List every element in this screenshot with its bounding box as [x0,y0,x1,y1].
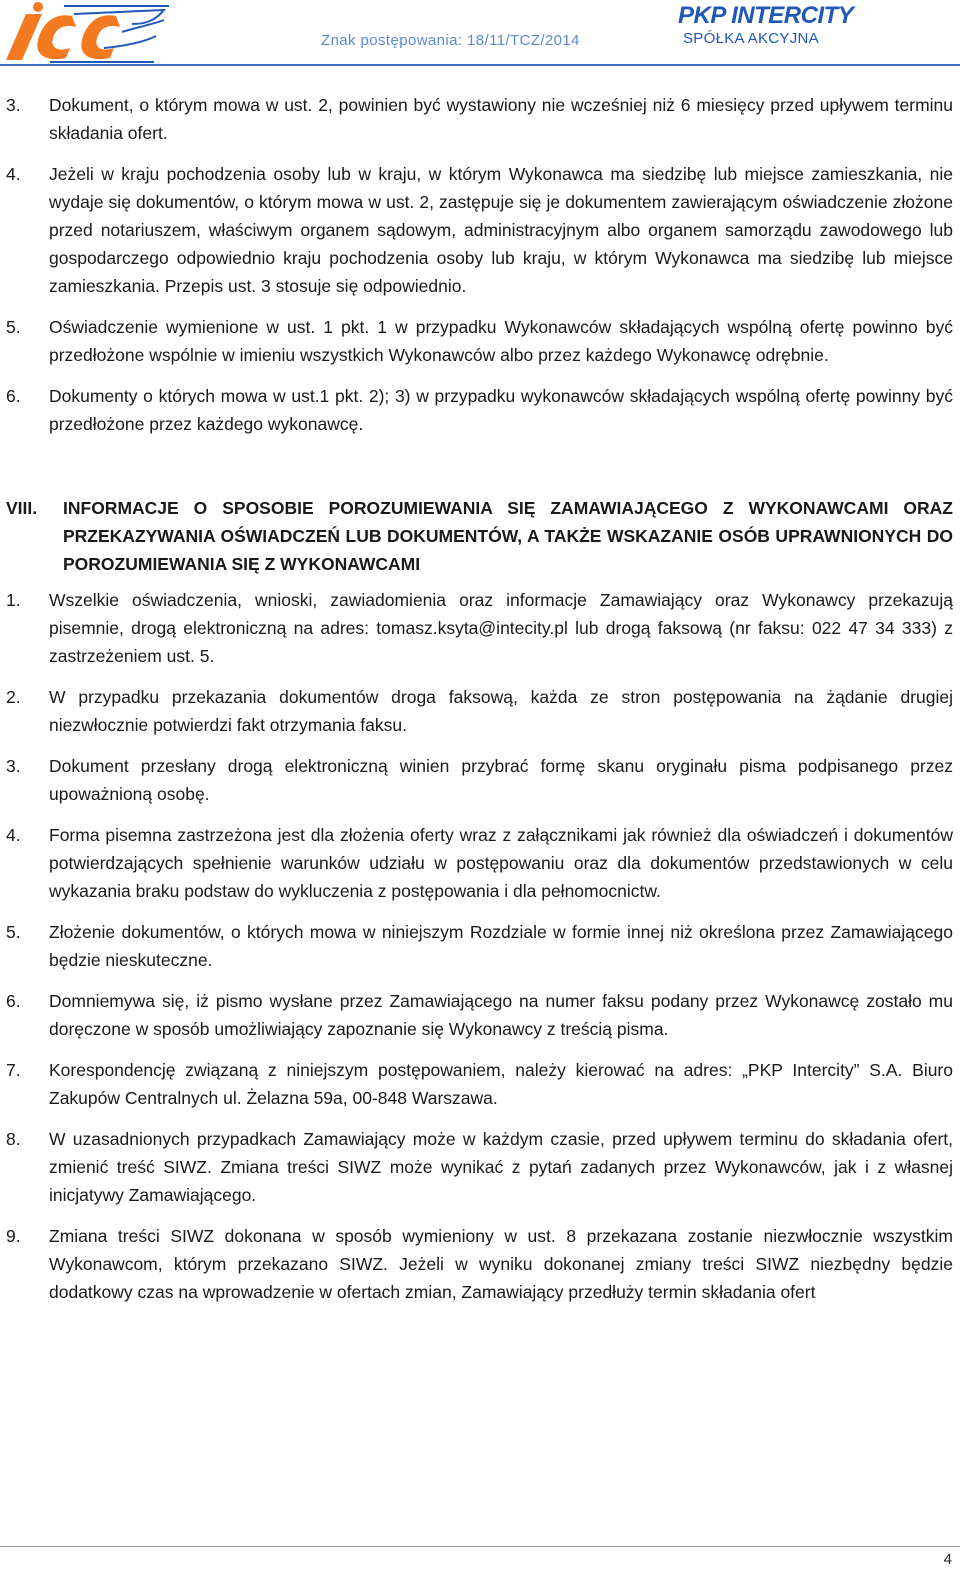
item-text: W przypadku przekazania dokumentów droga faksową, każda ze stron postępowania na żądanie drugiej niezwłocznie potwierdzi fakt otrzymania faksu. [49,687,953,735]
footer-divider [0,1546,960,1547]
list-item [6,918,953,974]
item-text: Dokumenty o których mowa w ust.1 pkt. 2); 3) w przypadku wykonawców składających wspólną ofertę powinny być przedłożone przez każdego wykonawcę. [49,386,953,434]
item-text: Forma pisemna zastrzeżona jest dla złożenia oferty wraz z załącznikami jak również dla oświadczeń i dokumentów potwierdzających spełnienie warunków udziału w postępowaniu oraz dla dokumentów przedstawionych w celu wykazania braku podstaw do wykluczenia z postępowania i dla pełnomocnictw. [49,825,953,901]
list-item [6,821,953,905]
page-number: 4 [943,1551,952,1568]
list-item [6,382,953,438]
brand-name: PKP INTERCITY [678,2,854,29]
list-item [6,987,953,1043]
list-item [6,1222,953,1306]
header-divider [0,64,960,66]
section-title: INFORMACJE O SPOSOBIE POROZUMIEWANIA SIĘ ZAMAWIAJĄCEGO Z WYKONAWCAMI ORAZ PRZEKAZYWANIA OŚWIADCZEŃ LUB DOKUMENTÓW, A TAKŻE WSKAZANIE OSÓB UPRAWNIONYCH DO POROZUMIEWANIA SIĘ Z WYKONAWCAMI [63,498,953,574]
item-text: Jeżeli w kraju pochodzenia osoby lub w kraju, w którym Wykonawca ma siedzibę lub miejsce zamieszkania, nie wydaje się dokumentów, o którym mowa w ust. 2, zastępuje się je dokumentem zawierającym oświadczenie złożone przed notariuszem, właściwym organem sądowym, administracyjnym albo organem samorządu zawodowego lub gospodarczego odpowiednio kraju pochodzenia osoby lub kraju, w którym Wykonawca ma siedzibę lub miejsce zamieszkania. Przepis ust. 3 stosuje się odpowiednio. [49,164,953,296]
document-body [6,91,953,1306]
procedure-reference: Znak postępowania: 18/11/TCZ/2014 [321,32,580,49]
item-text: Korespondencję związaną z niniejszym postępowaniem, należy kierować na adres: „PKP Intercity” S.A. Biuro Zakupów Centralnych ul. Żelazna 59a, 00-848 Warszawa. [49,1060,953,1108]
item-text: Zmiana treści SIWZ dokonana w sposób wymieniony w ust. 8 przekazana zostanie niezwłocznie wszystkim Wykonawcom, którym przekazano SIWZ. Jeżeli w wyniku dokonanej zmiany treści SIWZ niezbędny będzie dodatkowy czas na wprowadzenie w ofertach zmian, Zamawiający przedłuży termin składania ofert [49,1226,953,1302]
item-text: Oświadczenie wymienione w ust. 1 pkt. 1 w przypadku Wykonawców składających wspólną ofertę powinno być przedłożone wspólnie w imieniu wszystkich Wykonawców albo przez każdego Wykonawcę odrębnie. [49,317,953,365]
item-number: 4. [6,825,21,845]
list-item [6,1125,953,1209]
item-number: 4. [6,164,21,184]
item-number: 6. [6,386,21,406]
item-number: 6. [6,991,21,1011]
item-number: 1. [6,590,21,610]
section-number: VIII. [6,498,38,518]
item-text: Złożenie dokumentów, o których mowa w niniejszym Rozdziale w formie innej niż określona przez Zamawiającego będzie nieskuteczne. [49,922,953,970]
item-number: 9. [6,1226,21,1246]
item-number: 3. [6,95,21,115]
list-item [6,586,953,670]
item-number: 7. [6,1060,21,1080]
item-text: W uzasadnionych przypadkach Zamawiający może w każdym czasie, przed upływem terminu do składania ofert, zmienić treść SIWZ. Zmiana treści SIWZ może wynikać z pytań zadanych przez Wykonawców, jak i z własnej inicjatywy Zamawiającego. [49,1129,953,1205]
item-number: 2. [6,687,21,707]
list-item [6,683,953,739]
list-item [6,160,953,300]
list-item [6,1056,953,1112]
item-number: 5. [6,922,21,942]
item-number: 5. [6,317,21,337]
item-text: Domniemywa się, iż pismo wysłane przez Zamawiającego na numer faksu podany przez Wykonawcę zostało mu doręczone w sposób umożliwiający zapoznanie się Wykonawcy z treścią pisma. [49,991,953,1039]
brand-subtitle: SPÓŁKA AKCYJNA [683,30,819,47]
list-item [6,313,953,369]
list-item [6,91,953,147]
item-text: Dokument przesłany drogą elektroniczną winien przybrać formę skanu oryginału pisma podpisanego przez upoważnioną osobę. [49,756,953,804]
section-heading [6,494,953,578]
icc-logo [4,2,169,64]
item-text: Dokument, o którym mowa w ust. 2, powinien być wystawiony nie wcześniej niż 6 miesięcy przed upływem terminu składania ofert. [49,95,953,143]
list-item [6,752,953,808]
page-header [0,0,960,70]
pkp-intercity-brand [678,2,878,48]
item-number: 3. [6,756,21,776]
item-text: Wszelkie oświadczenia, wnioski, zawiadomienia oraz informacje Zamawiający oraz Wykonawcy przekazują pisemnie, drogą elektroniczną na adres: tomasz.ksyta@intecity.pl lub drogą faksową (nr faksu: 022 47 34 333) z zastrzeżeniem ust. 5. [49,590,953,666]
item-number: 8. [6,1129,21,1149]
